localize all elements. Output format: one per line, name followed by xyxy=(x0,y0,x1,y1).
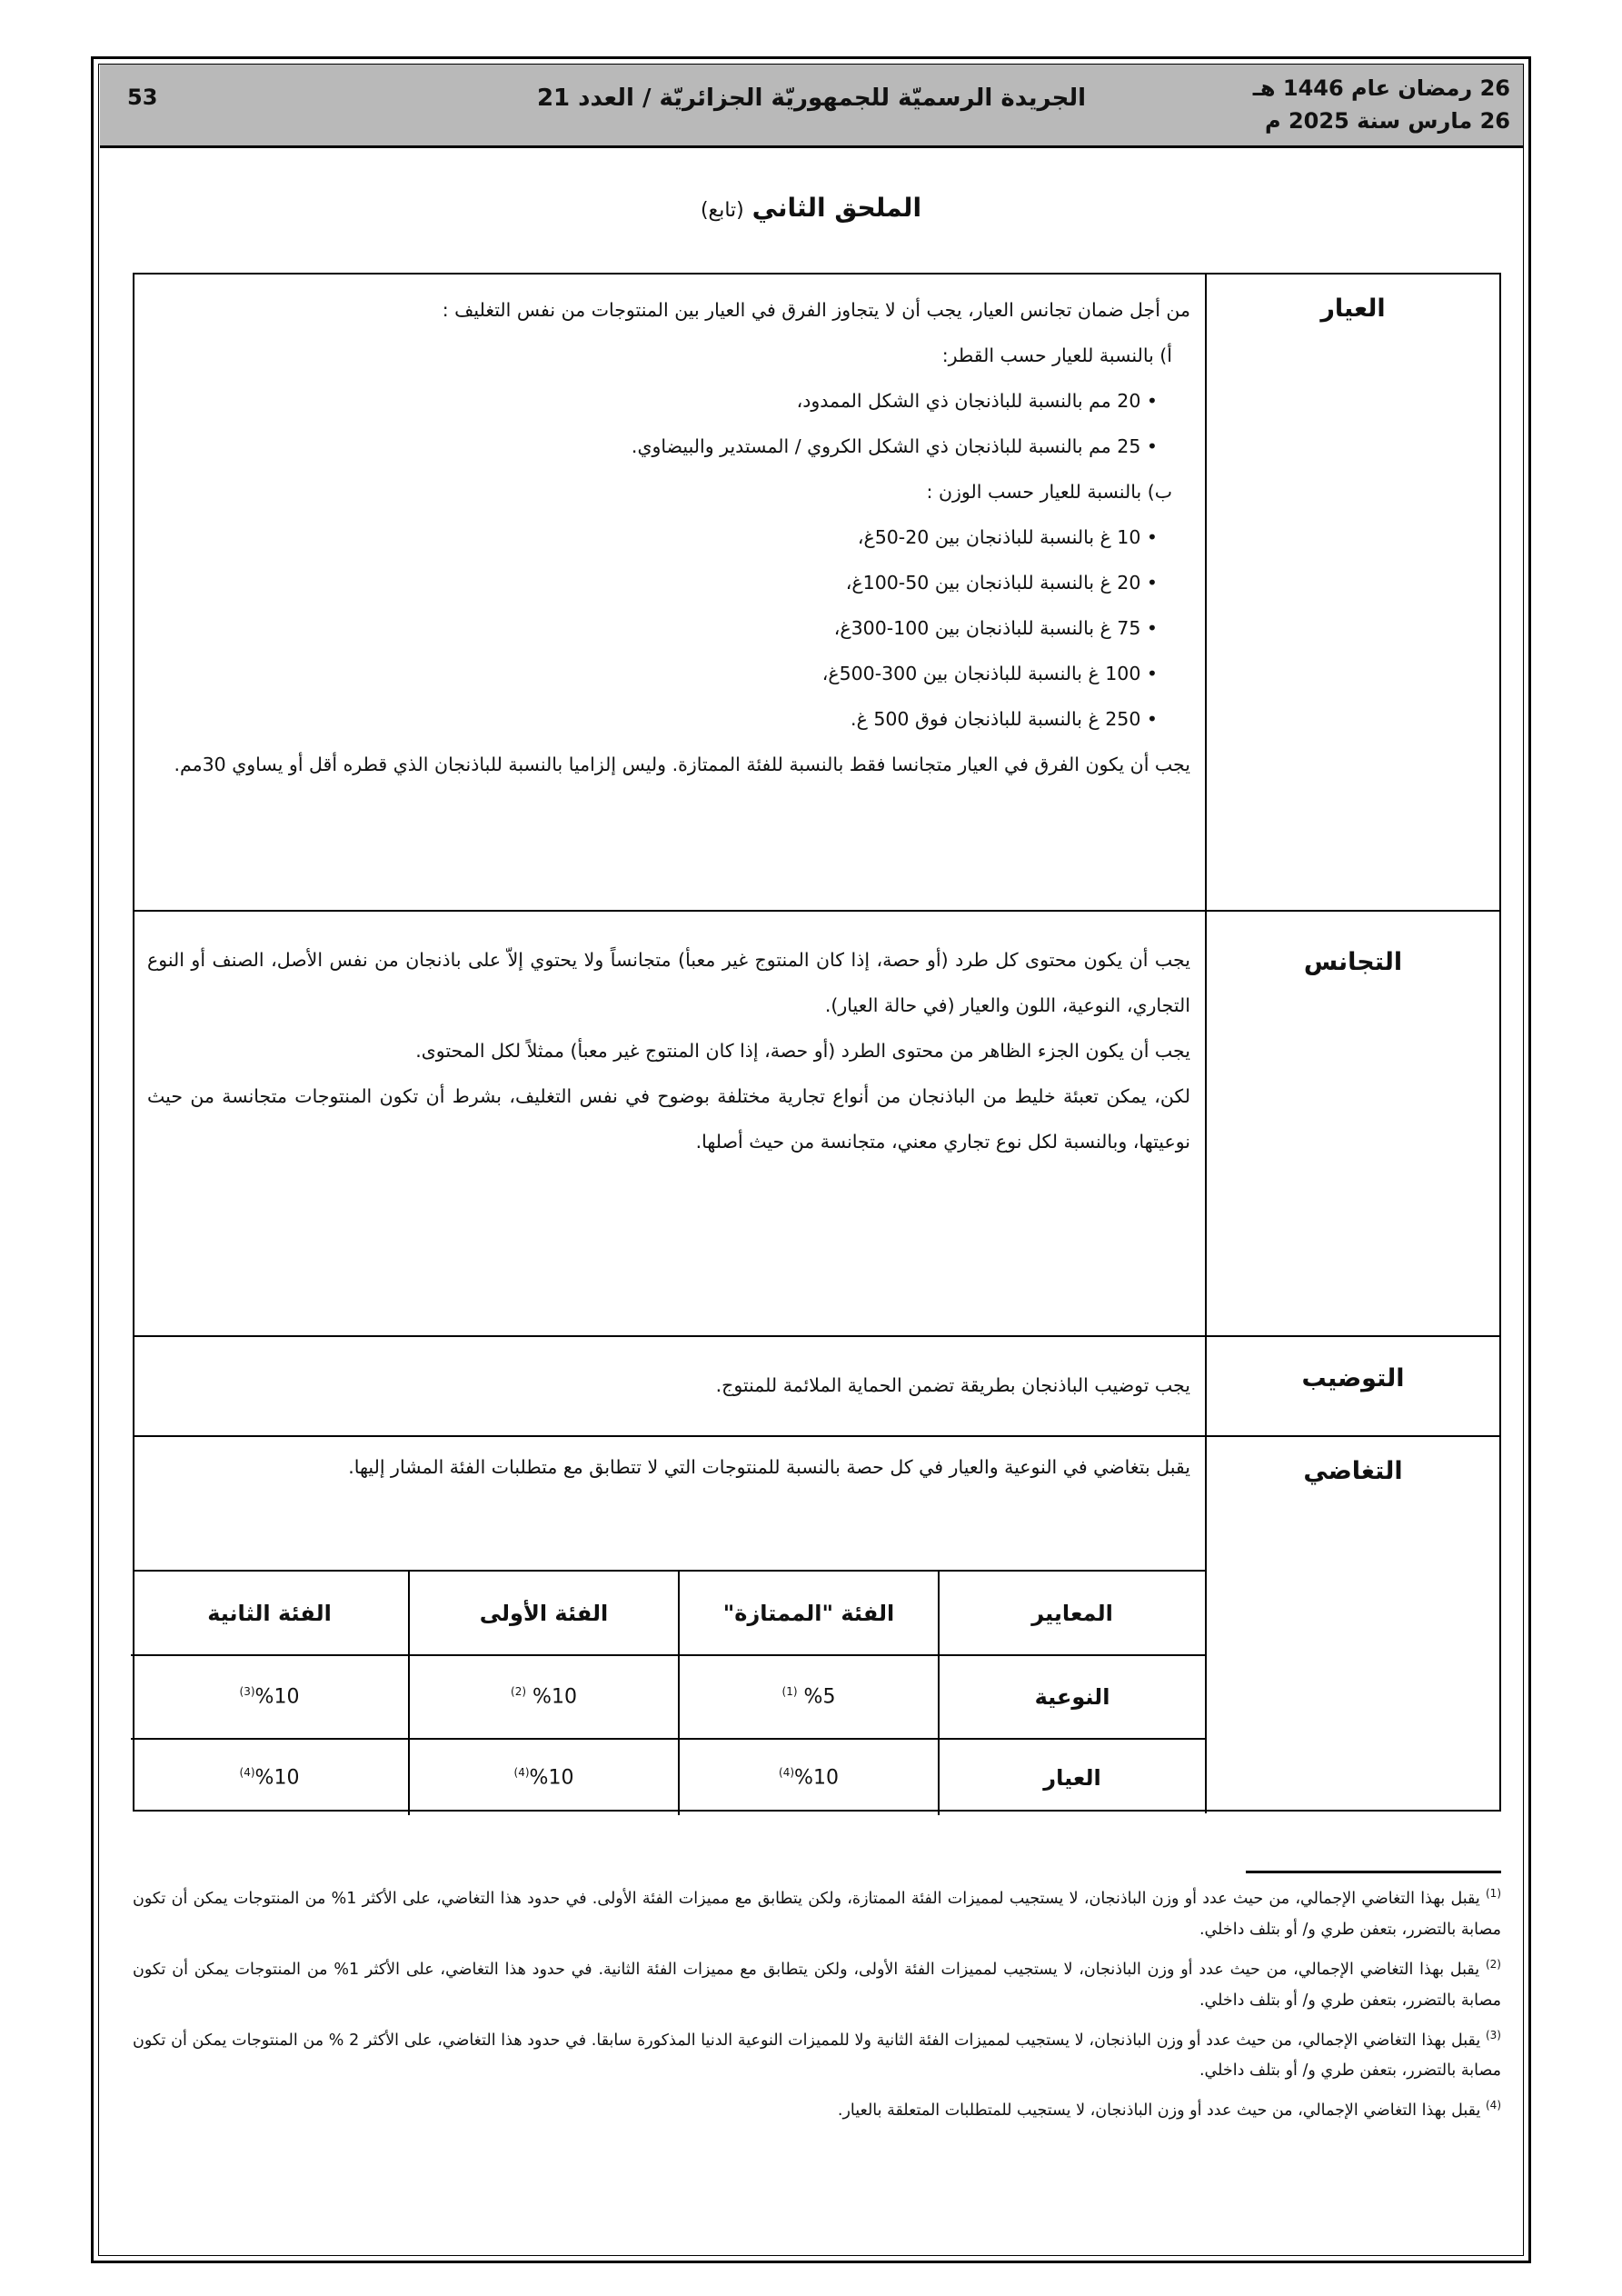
uniformity-p3: لكن، يمكن تعبئة خليط من الباذنجان من أنواع تجارية مختلفة بوضوح في نفس التغليف، بشرط أن تكون المنتوجات متجانسة من حيث نوعيتها، وبالنسبة لكل نوع تجاري معني، متجانسة من حيث أصلها. xyxy=(147,1085,1190,1153)
standards-table xyxy=(133,273,1501,1812)
criterion-cell: النوعية xyxy=(938,1656,1205,1740)
sizing-closing: يجب أن يكون الفرق في العيار متجانسا فقط بالنسبة للفئة الممتازة. وليس إلزاميا بالنسبة للباذنجان الذي قطره أقل أو يساوي 30مم. xyxy=(174,754,1190,775)
table-cell: $^{(1)}$ %5 xyxy=(678,1656,938,1740)
list-item: • 20 غ بالنسبة للباذنجان بين 50-100غ، xyxy=(845,572,1158,594)
row-content: يقبل بتغاضي في النوعية والعيار في كل حصة بالنسبة للمنتوجات التي لا تتطابق مع متطلبات الفئة المشار إليها. xyxy=(348,1456,1190,1478)
uniformity-p1: يجب أن يكون محتوى كل طرد (أو حصة، إذا كان المنتوج غير معبأ) متجانساً ولا يحتوي إلاّ على باذنجان من نفس الأصل، الصنف أو النوع التجاري، النوعية، اللون والعيار (في حالة العيار). xyxy=(147,949,1190,1016)
criterion-cell: العيار xyxy=(938,1740,1205,1815)
row-label: التغاضي xyxy=(1205,1437,1499,1813)
list-item: • 75 غ بالنسبة للباذنجان بين 100-300غ، xyxy=(833,617,1158,639)
gazette-header xyxy=(100,65,1523,148)
annex-continued-note: (تابع) xyxy=(700,199,744,222)
sizing-intro: من أجل ضمان تجانس العيار، يجب أن لا يتجاوز الفرق في العيار بين المنتوجات من نفس التغليف : xyxy=(442,299,1190,321)
uniformity-p2: يجب أن يكون الجزء الظاهر من محتوى الطرد (أو حصة، إذا كان المنتوج غير معبأ) ممثلاً لكل المحتوى. xyxy=(415,1040,1190,1062)
footnote: $^{(1)}$ يقبل بهذا التغاضي الإجمالي، من حيث عدد أو وزن الباذنجان، لا يستجيب لمميزات الفئة الممتازة، ولكن يتطابق مع مميزات الفئة الأولى. في حدود هذا التغاضي، على الأكثر 1% من المنتوجات يمكن أن تكون مصابة بالتضرر، بتعفن طري و/ أو بتلف داخلي. xyxy=(133,1887,1501,1939)
gregorian-date: 26 مارس سنة 2025 م xyxy=(1265,108,1510,134)
sizing-b-heading: ب) بالنسبة للعيار حسب الوزن : xyxy=(926,481,1172,503)
list-item: • 100 غ بالنسبة للباذنجان بين 300-500غ، xyxy=(821,663,1158,684)
row-content xyxy=(134,912,1205,1164)
sizing-a-heading: أ) بالنسبة للعيار حسب القطر: xyxy=(941,344,1172,366)
row-uniformity xyxy=(134,912,1499,1337)
row-sizing xyxy=(134,275,1499,912)
table-cell: $^{(4)}$%10 xyxy=(408,1740,678,1815)
footnotes xyxy=(133,1878,1501,2130)
page-number: 53 xyxy=(127,85,158,110)
row-label: العيار xyxy=(1205,275,1499,910)
table-header-cell: الفئة "الممتازة" xyxy=(678,1572,938,1656)
footnote-separator xyxy=(1246,1871,1501,1873)
table-cell: $^{(4)}$%10 xyxy=(678,1740,938,1815)
table-header-cell: الفئة الأولى xyxy=(408,1572,678,1656)
footnote: $^{(2)}$ يقبل بهذا التغاضي الإجمالي، من حيث عدد أو وزن الباذنجان، لا يستجيب لمميزات الفئة الأولى، ولكن يتطابق مع مميزات الفئة الثانية. في حدود هذا التغاضي، على الأكثر 1% من المنتوجات يمكن أن تكون مصابة بالتضرر، بتعفن طري و/ أو بتلف داخلي. xyxy=(133,1957,1501,2010)
table-cell: $^{(4)}$%10 xyxy=(239,1765,300,1790)
row-content xyxy=(134,275,1205,787)
annex-title-text: الملحق الثاني xyxy=(751,193,922,223)
gazette-title: الجريدة الرسميّة للجمهوريّة الجزائريّة / العدد 21 xyxy=(536,85,1087,112)
list-item: • 20 مم بالنسبة للباذنجان ذي الشكل الممدود، xyxy=(796,390,1158,412)
footnote: $^{(4)}$ يقبل بهذا التغاضي الإجمالي، من حيث عدد أو وزن الباذنجان، لا يستجيب للمتطلبات المتعلقة بالعيار. xyxy=(837,2099,1501,2121)
list-item: • 25 مم بالنسبة للباذنجان ذي الشكل الكروي / المستدير والبيضاوي. xyxy=(631,435,1158,457)
row-packaging xyxy=(134,1337,1499,1437)
row-tolerance xyxy=(134,1437,1499,1813)
table-cell: $^{(2)}$ %10 xyxy=(408,1656,678,1740)
row-content: يجب توضيب الباذنجان بطريقة تضمن الحماية الملائمة للمنتوج. xyxy=(715,1374,1190,1396)
table-header-cell: الفئة الثانية xyxy=(131,1572,408,1656)
row-label: التجانس xyxy=(1205,912,1499,1335)
annex-title xyxy=(0,193,1622,223)
list-item: • 250 غ بالنسبة للباذنجان فوق 500 غ. xyxy=(851,708,1158,730)
hijri-date: 26 رمضان عام 1446 هـ xyxy=(1252,75,1510,101)
row-label: التوضيب xyxy=(1205,1337,1499,1435)
tolerance-table xyxy=(134,1570,1205,1813)
footnote: $^{(3)}$ يقبل بهذا التغاضي الإجمالي، من حيث عدد أو وزن الباذنجان، لا يستجيب لمميزات الفئة الثانية ولا للمميزات النوعية الدنيا المذكورة سابقا. في حدود هذا التغاضي، على الأكثر 2 % من المنتوجات يمكن أن تكون مصابة بالتضرر، بتعفن طري و/ أو بتلف داخلي. xyxy=(133,2028,1501,2081)
table-cell: $^{(3)}$%10 xyxy=(131,1656,408,1740)
table-header-cell: المعايير xyxy=(938,1572,1205,1656)
list-item: • 10 غ بالنسبة للباذنجان بين 20-50غ، xyxy=(857,526,1158,548)
